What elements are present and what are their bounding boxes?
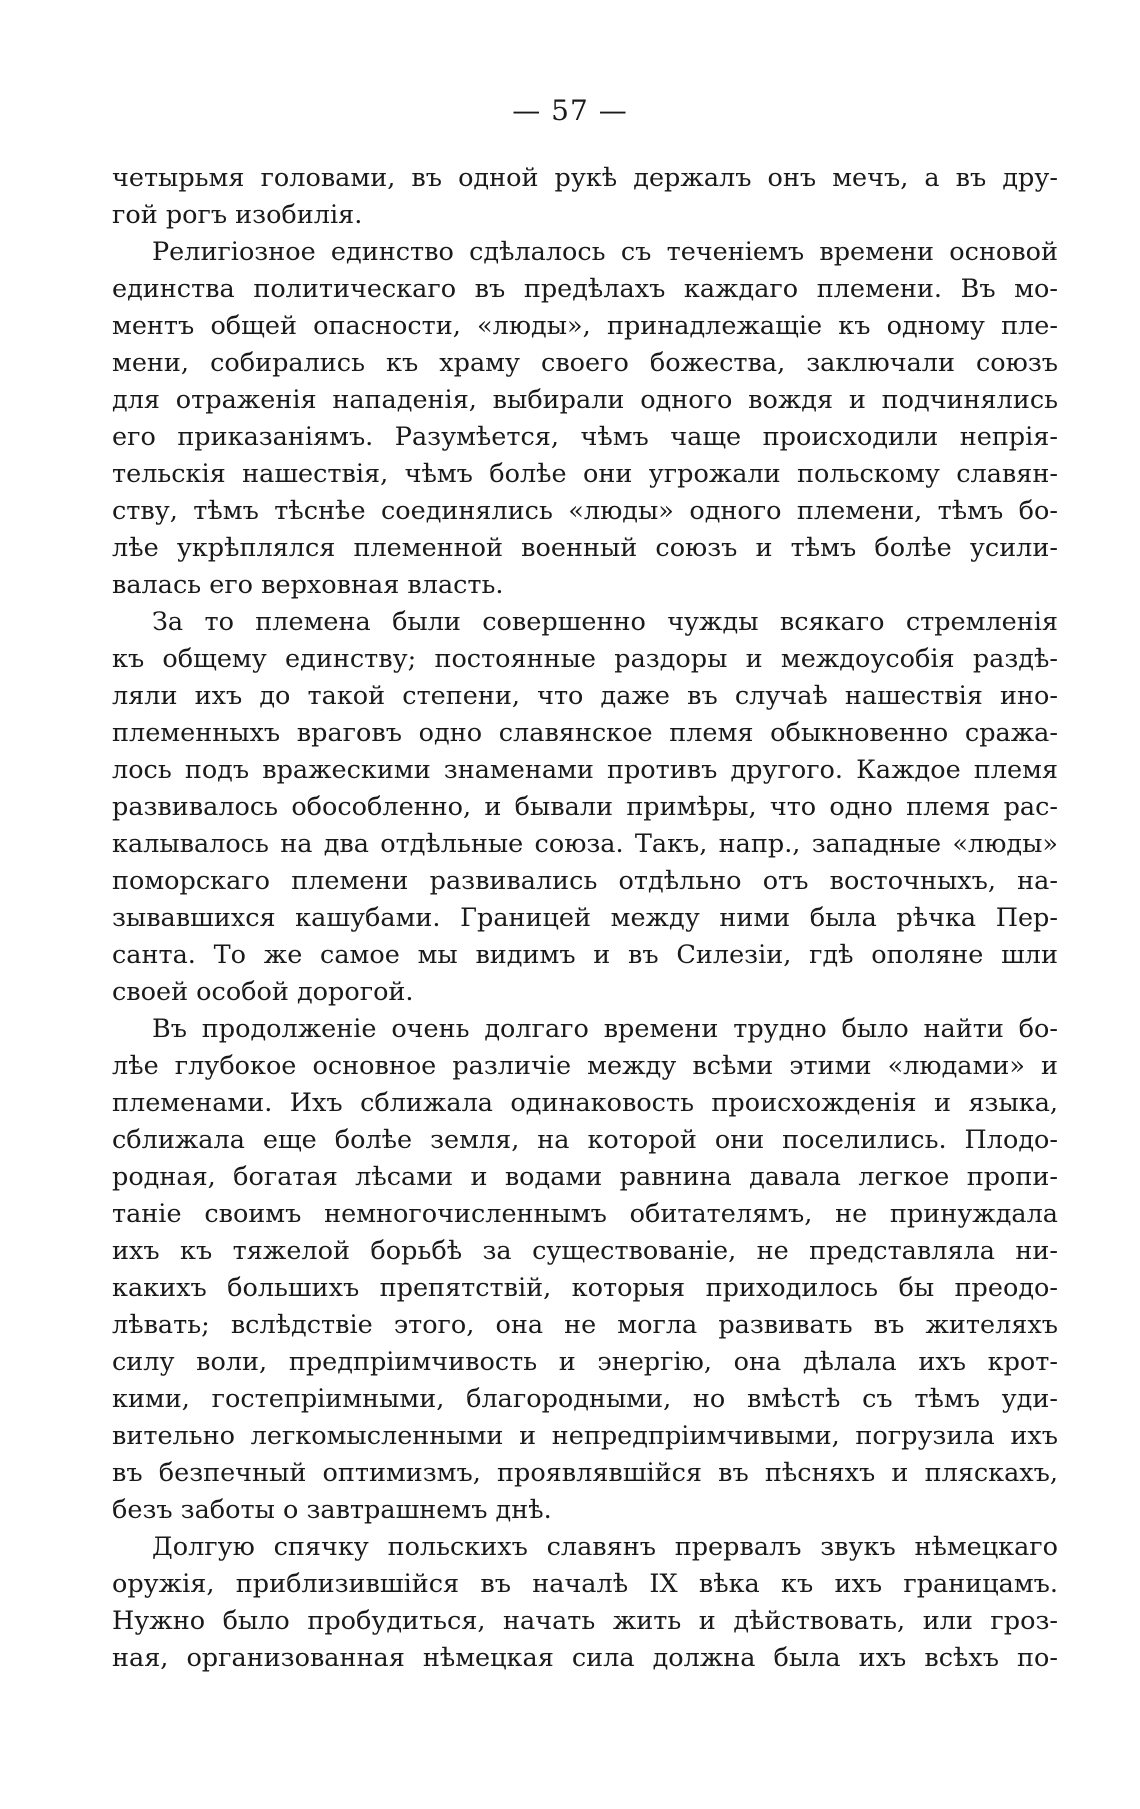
text-line: Въ продолженіе очень долгаго времени трудно было найти бо- [152, 1014, 1058, 1044]
text-line: ментъ общей опасности, «люды», принадлежащіе къ одному пле- [112, 311, 1058, 341]
text-line: своей особой дорогой. [112, 977, 414, 1007]
text-line: племенами. Ихъ сближала одинаковость происхожденія и языка, [112, 1088, 1058, 1118]
text-line: гой рогъ изобилія. [112, 200, 363, 230]
text-line: въ безпечный оптимизмъ, проявлявшійся въ пѣсняхъ и пляскахъ, [112, 1458, 1058, 1488]
text-line: За то племена были совершенно чужды всякаго стремленія [152, 607, 1058, 637]
text-line: ихъ къ тяжелой борьбѣ за существованіе, не представляла ни- [112, 1236, 1058, 1266]
paragraph [112, 160, 1058, 234]
text-line: лѣе глубокое основное различіе между всѣми этими «людами» и [112, 1051, 1058, 1081]
paragraph [112, 1529, 1058, 1677]
paragraph [112, 1011, 1058, 1529]
text-line: оружія, приблизившійся въ началѣ IX вѣка къ ихъ границамъ. [112, 1569, 1058, 1599]
text-line: тельскія нашествія, чѣмъ болѣе они угрожали польскому славян- [112, 459, 1058, 489]
text-line: племенныхъ враговъ одно славянское племя обыкновенно сража- [112, 718, 1058, 748]
text-line: санта. То же самое мы видимъ и въ Силезіи, гдѣ ополяне шли [112, 940, 1058, 970]
text-line: силу воли, предпріимчивость и энергію, она дѣлала ихъ крот- [112, 1347, 1058, 1377]
text-line: Нужно было пробудиться, начать жить и дѣйствовать, или гроз- [112, 1606, 1058, 1636]
text-line: какихъ большихъ препятствій, которыя приходилось бы преодо- [112, 1273, 1058, 1303]
text-line: ству, тѣмъ тѣснѣе соединялись «люды» одного племени, тѣмъ бо- [112, 496, 1058, 526]
text-line: зывавшихся кашубами. Границей между ними была рѣчка Пер- [112, 903, 1058, 933]
text-line: его приказаніямъ. Разумѣется, чѣмъ чаще происходили непрія- [112, 422, 1058, 452]
text-line: лѣе укрѣплялся племенной военный союзъ и тѣмъ болѣе усили- [112, 533, 1058, 563]
text-line: для отраженія нападенія, выбирали одного вождя и подчинялись [112, 385, 1058, 415]
text-line: калывалось на два отдѣльные союза. Такъ, напр., западные «люды» [112, 829, 1058, 859]
text-line: Религіозное единство сдѣлалось съ теченіемъ времени основой [152, 237, 1058, 267]
text-line: ная, организованная нѣмецкая сила должна была ихъ всѣхъ по- [112, 1643, 1058, 1673]
text-line: вительно легкомысленными и непредпріимчивыми, погрузила ихъ [112, 1421, 1058, 1451]
text-line: ляли ихъ до такой степени, что даже въ случаѣ нашествія ино- [112, 681, 1058, 711]
text-line: единства политическаго въ предѣлахъ каждаго племени. Въ мо- [112, 274, 1058, 304]
page-number: — 57 — [512, 94, 628, 127]
text-line: родная, богатая лѣсами и водами равнина давала легкое пропи- [112, 1162, 1058, 1192]
paragraph [112, 604, 1058, 1011]
text-line: Долгую спячку польскихъ славянъ прервалъ звукъ нѣмецкаго [152, 1532, 1058, 1562]
text-line: поморскаго племени развивались отдѣльно отъ восточныхъ, на- [112, 866, 1058, 896]
text-line: къ общему единству; постоянные раздоры и междоусобія раздѣ- [112, 644, 1058, 674]
text-line: валась его верховная власть. [112, 570, 504, 600]
text-line: лѣвать; вслѣдствіе этого, она не могла развивать въ жителяхъ [112, 1310, 1058, 1340]
text-line: безъ заботы о завтрашнемъ днѣ. [112, 1495, 552, 1525]
text-line: мени, собирались къ храму своего божества, заключали союзъ [112, 348, 1058, 378]
text-line: кими, гостепріимными, благородными, но вмѣстѣ съ тѣмъ уди- [112, 1384, 1058, 1414]
text-line: развивалось обособленно, и бывали примѣры, что одно племя рас- [112, 792, 1058, 822]
text-line: лось подъ вражескими знаменами противъ другого. Каждое племя [112, 755, 1058, 785]
text-line: сближала еще болѣе земля, на которой они поселились. Плодо- [112, 1125, 1058, 1155]
body-text [112, 160, 1058, 1677]
text-line: четырьмя головами, въ одной рукѣ держалъ онъ мечъ, а въ дру- [112, 163, 1058, 193]
text-line: таніе своимъ немногочисленнымъ обитателямъ, не принуждала [112, 1199, 1058, 1229]
paragraph [112, 234, 1058, 604]
